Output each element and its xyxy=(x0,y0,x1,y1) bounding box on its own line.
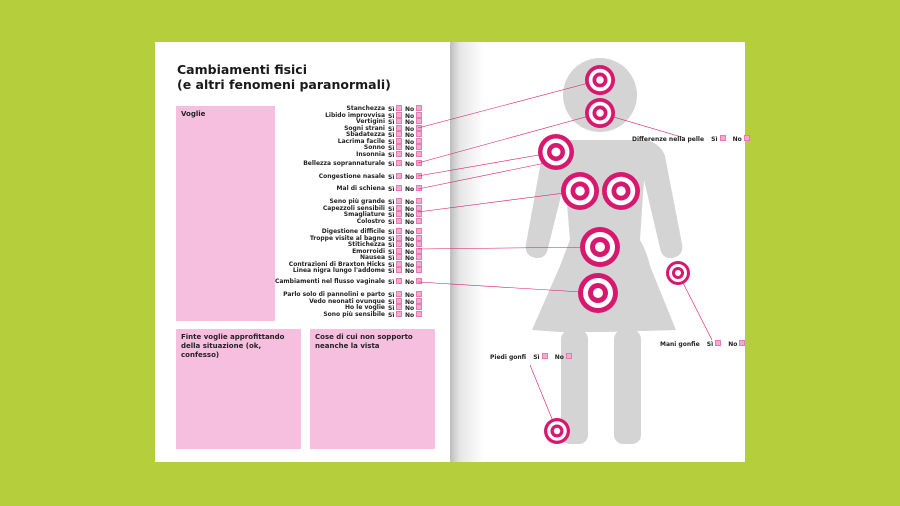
yes-text: Sì xyxy=(388,248,395,256)
skin-label xyxy=(632,135,750,143)
yes-text: Sì xyxy=(388,186,395,193)
yes-text: Sì xyxy=(388,145,395,152)
no-text: No xyxy=(405,125,415,133)
symptom-label: Colostro xyxy=(356,217,385,225)
yes-text: Sì xyxy=(388,161,395,168)
no-text: No xyxy=(405,311,415,319)
yes-text: Sì xyxy=(388,199,395,206)
symptom-label: Mal di schiena xyxy=(336,185,385,192)
hands-yes-checkbox[interactable] xyxy=(715,340,721,346)
yes-text: Sì xyxy=(388,174,395,181)
feet-no-text: No xyxy=(554,354,564,361)
hands-yes-text: Sì xyxy=(706,341,714,348)
symptom-label: Sono più sensibile xyxy=(323,310,385,318)
yes-text: Sì xyxy=(388,235,395,243)
yes-text: Sì xyxy=(388,229,395,236)
no-text: No xyxy=(405,151,415,159)
hands-no-text: No xyxy=(728,341,738,348)
face-target xyxy=(585,98,615,128)
yes-text: Sì xyxy=(388,255,395,262)
no-text: No xyxy=(405,292,415,299)
symptom-label: Congestione nasale xyxy=(318,173,385,180)
symptom-label: Cambiamenti nel flusso vaginale xyxy=(274,278,385,285)
yes-text: Sì xyxy=(388,119,395,126)
symptom-label: Sonno xyxy=(363,144,385,151)
yes-text: Sì xyxy=(388,212,395,219)
no-text: No xyxy=(405,205,415,213)
no-text: No xyxy=(405,218,415,226)
yes-text: Sì xyxy=(388,298,395,306)
no-text: No xyxy=(405,145,415,152)
feet-no-checkbox[interactable] xyxy=(566,353,572,359)
no-text: No xyxy=(405,112,415,120)
symptom-label: Insonnia xyxy=(356,150,385,158)
symptom-label: Sbadatezza xyxy=(346,131,385,138)
cose-line-2: neanche la vista xyxy=(315,342,380,350)
yes-text: Sì xyxy=(388,112,395,120)
finte-voglie-line-1: Finte voglie approfittando xyxy=(181,333,285,341)
yes-text: Sì xyxy=(388,106,395,113)
feet-label xyxy=(490,353,572,361)
no-text: No xyxy=(405,119,415,126)
no-text: No xyxy=(405,174,415,181)
belly-target xyxy=(580,227,620,267)
pelvis-target xyxy=(578,273,618,313)
no-text: No xyxy=(405,161,415,168)
yes-text: Sì xyxy=(388,279,395,286)
symptom-label: Bellezza soprannaturale xyxy=(303,160,385,167)
yes-text: Sì xyxy=(388,151,395,159)
hands-label xyxy=(660,340,745,348)
title-line-1: Cambiamenti fisici xyxy=(177,62,307,77)
yes-text: Sì xyxy=(388,132,395,139)
left-breast-target xyxy=(561,172,599,210)
no-text: No xyxy=(405,235,415,243)
skin-yes-checkbox[interactable] xyxy=(720,135,726,141)
symptom-label: Lacrima facile xyxy=(337,137,385,145)
feet-label-text: Piedi gonfi xyxy=(490,354,527,361)
symptom-label: Vertigini xyxy=(356,118,385,125)
no-text: No xyxy=(405,298,415,306)
symptom-label: Sogni strani xyxy=(344,124,385,132)
cose-line-1: Cose di cui non sopporto xyxy=(315,333,413,341)
no-text: No xyxy=(405,255,415,262)
symptom-label: Smagliature xyxy=(343,211,385,218)
yes-text: Sì xyxy=(388,125,395,133)
foot-target xyxy=(544,418,570,444)
yes-text: Sì xyxy=(388,292,395,299)
symptom-label: Nausea xyxy=(359,254,385,261)
symptom-label: Seno più grande xyxy=(329,198,385,205)
finte-voglie-line-2: della situazione (ok, confesso) xyxy=(181,342,262,359)
symptom-label: Vedo neonati ovunque xyxy=(309,297,385,305)
head-target xyxy=(585,65,615,95)
symptom-label: Capezzoli sensibili xyxy=(322,204,385,212)
no-text: No xyxy=(405,279,415,286)
feet-yes-text: Sì xyxy=(533,354,540,361)
no-text: No xyxy=(405,248,415,256)
symptom-label: Libido improvvisa xyxy=(325,111,385,119)
symptom-label: Parlo solo di pannolini e parto xyxy=(283,291,385,298)
no-text: No xyxy=(405,268,415,275)
no-text: No xyxy=(405,138,415,146)
symptom-label: Ho le voglie xyxy=(345,304,385,311)
skin-no-checkbox[interactable] xyxy=(744,135,750,141)
symptom-label: Stitichezza xyxy=(347,241,385,248)
yes-text: Sì xyxy=(388,261,395,269)
symptom-label: Contrazioni di Braxton Hicks xyxy=(288,260,385,268)
yes-text: Sì xyxy=(388,205,395,213)
skin-no-text: No xyxy=(732,136,742,143)
yes-text: Sì xyxy=(388,311,395,319)
symptom-label: Troppe visite al bagno xyxy=(309,234,385,242)
yes-text: Sì xyxy=(388,242,395,249)
title-line-2: (e altri fenomeni paranormali) xyxy=(177,77,391,92)
symptom-label: Linea nigra lungo l'addome xyxy=(292,267,385,274)
symptom-label: Digestione difficile xyxy=(321,228,385,235)
yes-text: Sì xyxy=(388,218,395,226)
no-text: No xyxy=(405,229,415,236)
no-text: No xyxy=(405,186,415,193)
no-text: No xyxy=(405,132,415,139)
right-breast-target xyxy=(602,172,640,210)
no-text: No xyxy=(405,305,415,312)
symptom-label: Stanchezza xyxy=(346,105,385,112)
skin-label-text: Differenze nella pelle xyxy=(632,136,705,143)
no-text: No xyxy=(405,212,415,219)
no-text: No xyxy=(405,106,415,113)
no-text: No xyxy=(405,199,415,206)
feet-yes-checkbox[interactable] xyxy=(542,353,548,359)
yes-text: Sì xyxy=(388,138,395,146)
shoulder-target xyxy=(538,134,574,170)
yes-text: Sì xyxy=(388,305,395,312)
hand-target xyxy=(666,261,690,285)
skin-yes-text: Sì xyxy=(711,136,718,143)
symptom-label: Emorroidi xyxy=(352,247,385,255)
no-text: No xyxy=(405,242,415,249)
hands-label-text: Mani gonfie xyxy=(660,341,700,348)
voglie-label: Voglie xyxy=(181,110,206,118)
no-text: No xyxy=(405,261,415,269)
hands-no-checkbox[interactable] xyxy=(739,340,745,346)
yes-text: Sì xyxy=(388,268,395,275)
